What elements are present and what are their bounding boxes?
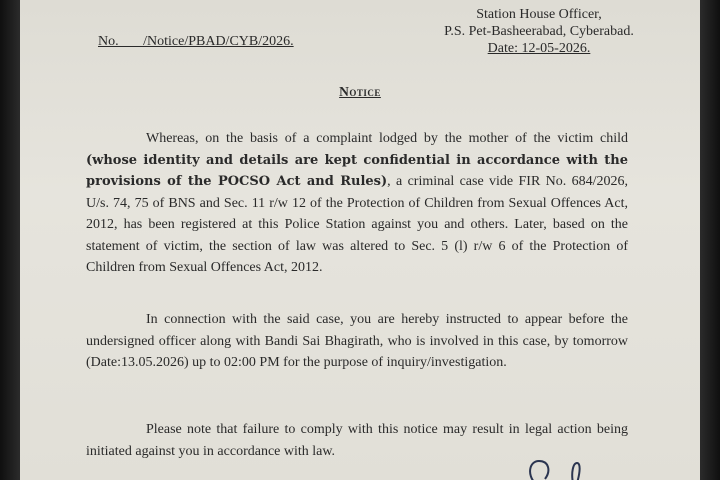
officer-title: Station House Officer, <box>476 7 602 22</box>
photo-edge-right <box>700 0 720 480</box>
paragraph1-rest: , a criminal case vide FIR No. 684/2026, U/s. 74, 75 of BNS and Sec. 11 r/w 12 of the Protection of Children from Sexual Offences Act, 2012, has been registered at this Police Station against you and others. Later, based on the statement of victim, the section of law was altered to Sec. 5 (l) r/w 6 of the Protection of Children from Sexual Offences Act, 2012. <box>86 174 628 275</box>
paragraph-appearance-instruction <box>86 309 628 374</box>
paragraph2-text: In connection with the said case, you are hereby instructed to appear before the undersigned officer along with Bandi Sai Bhagirath, who is involved in this case, by tomorrow (Date:13.05.2026) up to 02:00 PM for the purpose of inquiry/investigation. <box>86 312 628 370</box>
paragraph1-lead: Whereas, on the basis of a complaint lodged by the mother of the victim child <box>146 131 628 146</box>
notice-title: Notice <box>339 84 381 99</box>
photo-edge-left <box>0 0 20 480</box>
notice-document <box>20 0 700 480</box>
paragraph3-text: Please note that failure to comply with this notice may result in legal action being initiated against you in accordance with law. <box>86 422 628 459</box>
police-station: P.S. Pet-Basheerabad, Cyberabad. <box>444 24 634 39</box>
notice-number: No. /Notice/PBAD/CYB/2026. <box>98 34 294 49</box>
officer-address-block <box>414 6 664 57</box>
notice-date: Date: 12-05-2026. <box>487 41 591 56</box>
paragraph1-confidentiality-clause: (whose identity and details are kept confidential in accordance with the provisions of the POCSO Act and Rules) <box>86 152 628 189</box>
paragraph-case-details <box>86 128 628 279</box>
signature-mark <box>525 455 595 480</box>
